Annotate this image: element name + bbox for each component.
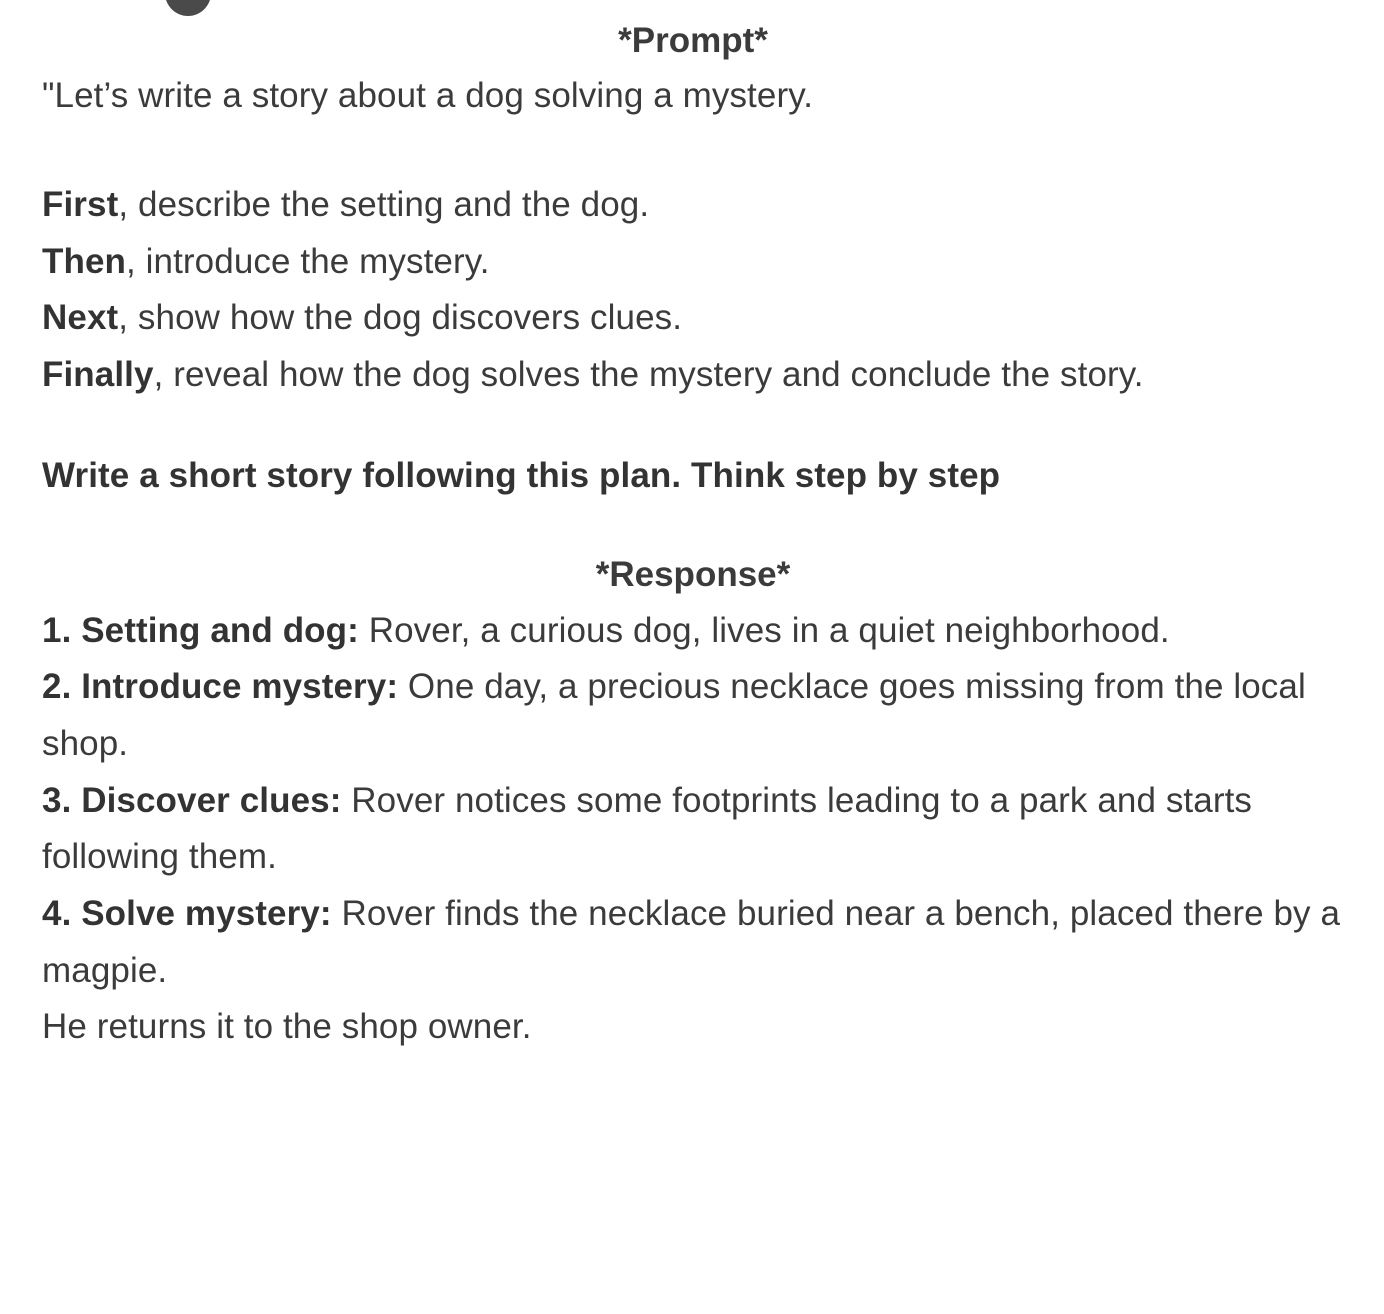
response-item-mystery-label: 2. Introduce mystery: [42, 667, 399, 707]
prompt-steps-list [42, 177, 1344, 404]
response-item-mystery-text: One day, a precious necklace goes missing from the local shop. [42, 667, 1306, 763]
circle-shape [165, 0, 211, 16]
response-item-setting [42, 603, 1344, 660]
spacer [42, 504, 1344, 548]
prompt-step-first-label: First [42, 184, 119, 224]
prompt-step-first-text: , describe the setting and the dog. [118, 184, 650, 224]
response-item-setting-text: Rover, a curious dog, lives in a quiet neighborhood. [358, 610, 1170, 650]
response-item-clues-label: 3. Discover clues: [42, 780, 342, 820]
prompt-step-then-text: , introduce the mystery. [126, 241, 490, 281]
response-closing: He returns it to the shop owner. [42, 1007, 532, 1047]
prompt-instruction-text: Write a short story following this plan. Think step by step [42, 455, 1001, 495]
prompt-step-next [42, 290, 1344, 347]
response-item-solve [42, 886, 1344, 999]
top-decorative-blob [42, 0, 1344, 14]
prompt-step-first [42, 177, 1344, 234]
prompt-step-finally-text: , reveal how the dog solves the mystery and conclude the story. [153, 355, 1144, 394]
response-item-clues-text: Rover notices some footprints leading to a park and starts following them. [42, 780, 1253, 877]
prompt-step-then [42, 234, 1344, 291]
prompt-heading: *Prompt* [618, 21, 768, 60]
prompt-step-finally [42, 347, 1344, 404]
response-items-list [42, 603, 1344, 1057]
prompt-step-finally-label: Finally [42, 355, 154, 394]
prompt-step-next-text: , show how the dog discovers clues. [118, 298, 683, 338]
spacer [42, 125, 1344, 177]
response-item-setting-label: 1. Setting and dog: [42, 610, 359, 650]
prompt-opening-line: "Let’s write a story about a dog solving a mystery. [42, 76, 814, 116]
prompt-step-then-label: Then [42, 241, 127, 281]
prompt-instruction [42, 448, 1344, 505]
response-item-mystery [42, 659, 1344, 772]
response-heading: *Response* [595, 555, 791, 595]
response-item-solve-text: Rover finds the necklace buried near a bench, placed there by a magpie. [42, 894, 1341, 990]
prompt-step-next-label: Next [42, 298, 119, 338]
spacer [42, 404, 1344, 448]
response-item-clues [42, 773, 1344, 886]
response-item-solve-label: 4. Solve mystery: [42, 894, 332, 934]
